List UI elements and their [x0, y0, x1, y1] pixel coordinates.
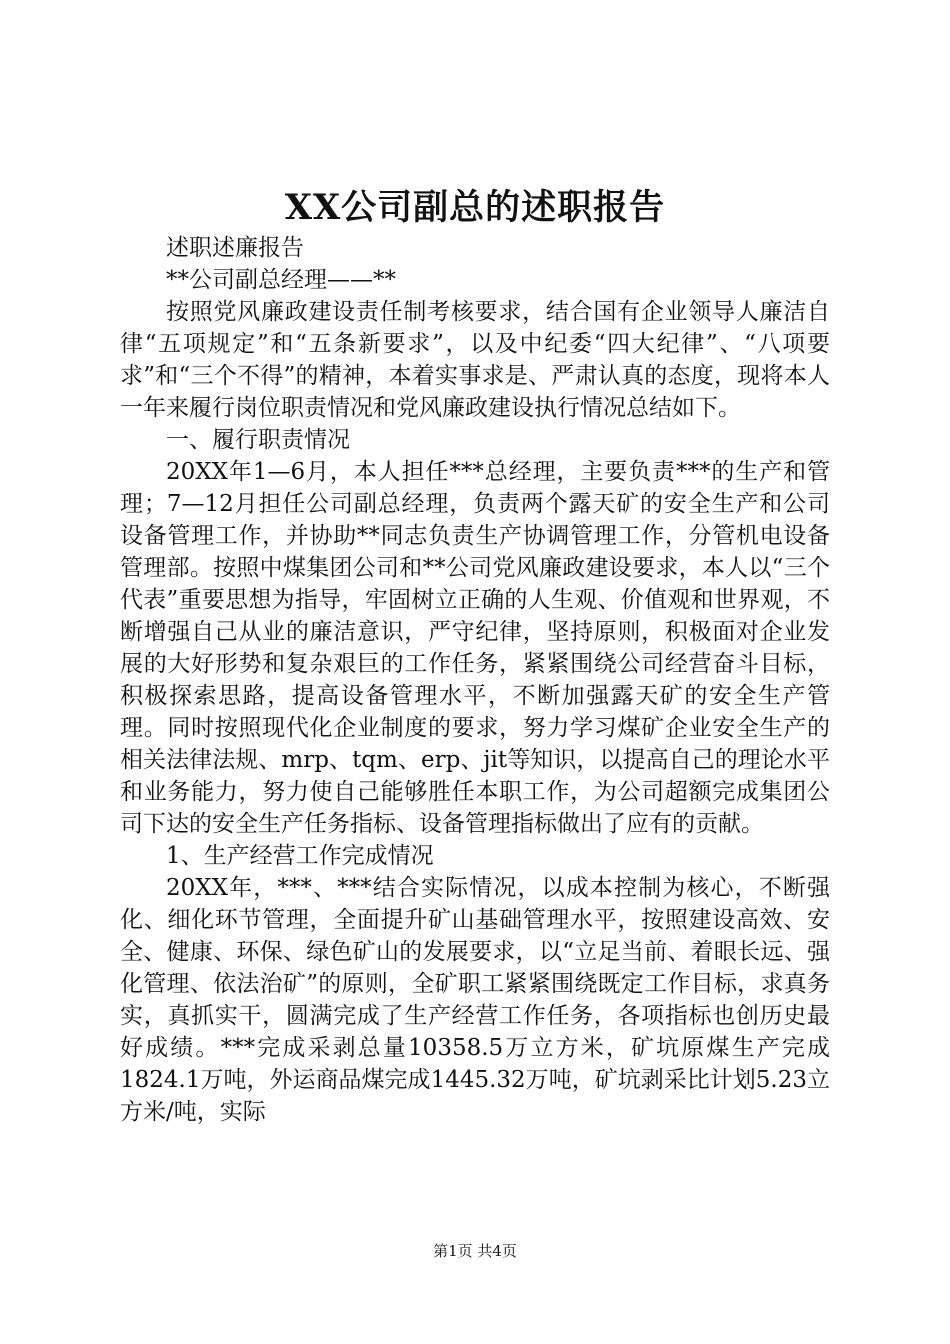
paragraph-subtitle: 述职述廉报告 [166, 235, 304, 261]
section-heading-duties: 一、履行职责情况 [166, 427, 350, 453]
page-footer: 第1页 共4页 [433, 1242, 517, 1260]
paragraph-duties: 20XX年1—6月，本人担任***总经理，主要负责***的生产和管理；7—12月担任公司副总经理，负责两个露天矿的安全生产和公司设备管理工作，并协助**同志负责生产协调管理工作，分管机电设备管理部。按照中煤集团公司和**公司党风廉政建设要求，本人以“三个代表”重要思想为指导，牢固树立正确的人生观、价值观和世界观，不断增强自己从业的廉洁意识，严守纪律，坚持原则，积极面对企业发展的大好形势和复杂艰巨的工作任务，紧紧围绕公司经营奋斗目标，积极探索思路，提高设备管理水平，不断加强露天矿的安全生产管理。同时按照现代化企业制度的要求，努力学习煤矿企业安全生产的相关法律法规、mrp、tqm、erp、jit等知识，以提高自己的理论水平和业务能力，努力使自己能够胜任本职工作，为公司超额完成集团公司下达的安全生产任务指标、设备管理指标做出了应有的贡献。 [120, 459, 830, 837]
document-body [120, 232, 830, 1128]
paragraph-intro: 按照党风廉政建设责任制考核要求，结合国有企业领导人廉洁自律“五项规定”和“五条新要求”，以及中纪委“四大纪律”、“八项要求”和“三个不得”的精神，本着实事求是、严肃认真的态度，现将本人一年来履行岗位职责情况和党风廉政建设执行情况总结如下。 [120, 299, 830, 421]
document-title: XX公司副总的述职报告 [284, 187, 666, 228]
paragraph-production: 20XX年，***、***结合实际情况，以成本控制为核心，不断强化、细化环节管理，全面提升矿山基础管理水平，按照建设高效、安全、健康、环保、绿色矿山的发展要求，以“立足当前、着眼长远、强化管理、依法治矿”的原则，全矿职工紧紧围绕既定工作目标，求真务实，真抓实干，圆满完成了生产经营工作任务，各项指标也创历史最好成绩。***完成采剥总量10358.5万立方米，矿坑原煤生产完成1824.1万吨，外运商品煤完成1445.32万吨，矿坑剥采比计划5.23立方米/吨，实际 [120, 875, 830, 1125]
paragraph-author: **公司副总经理——** [166, 267, 396, 293]
subsection-heading-production: 1、生产经营工作完成情况 [166, 843, 434, 869]
